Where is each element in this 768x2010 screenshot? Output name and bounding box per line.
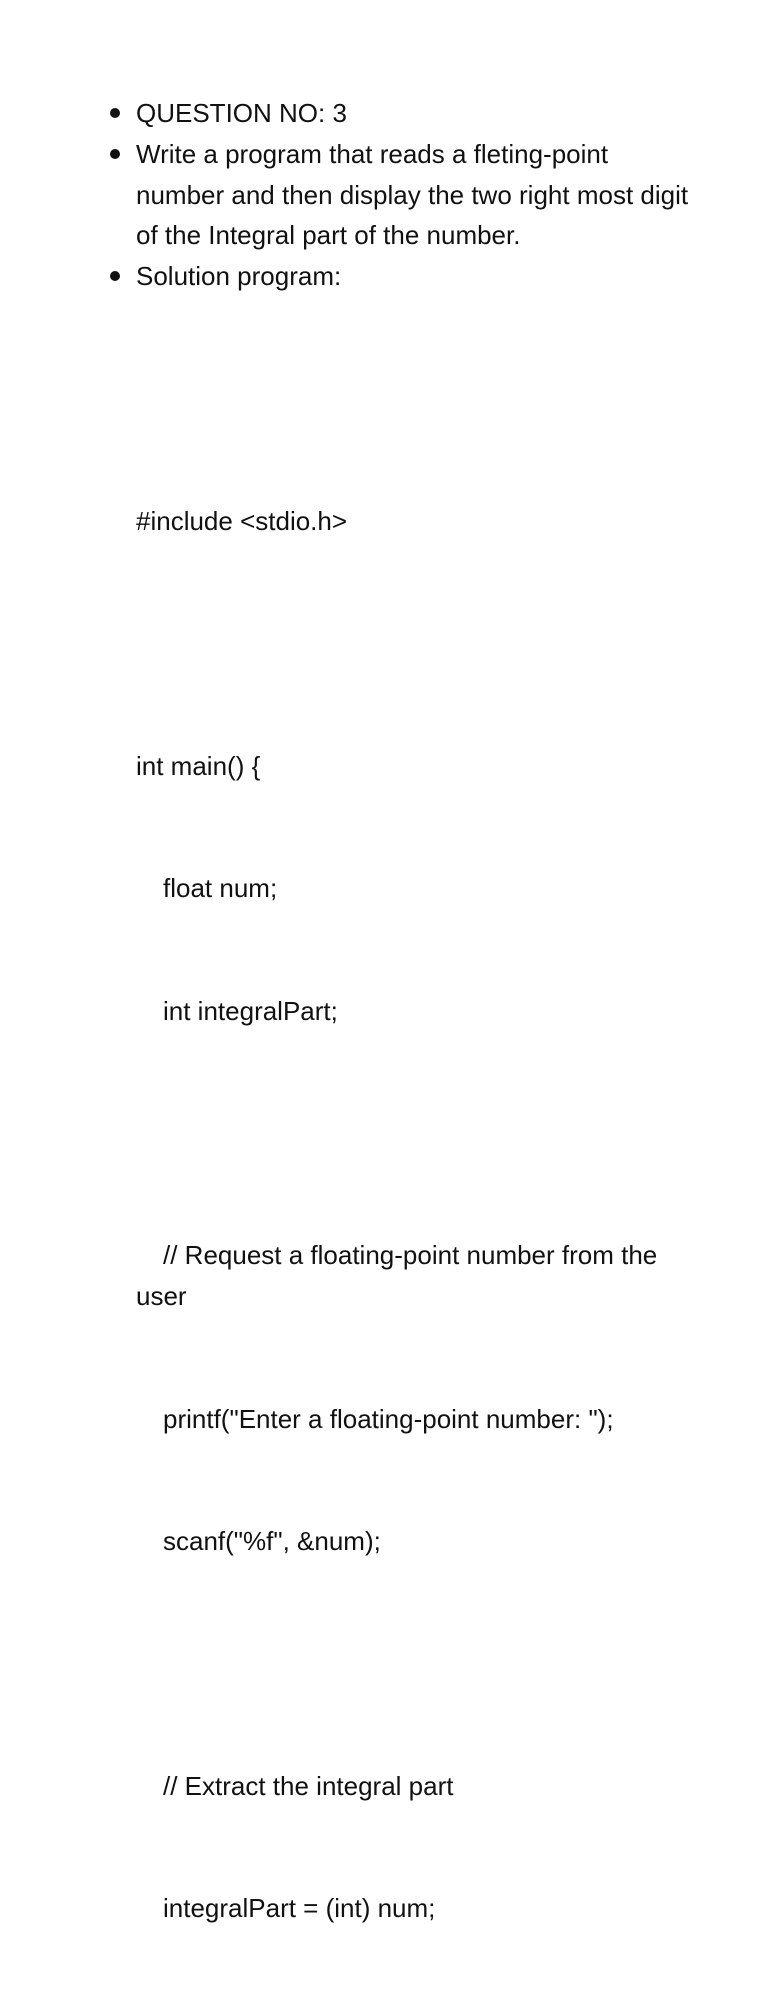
code-comment-extract-line: // Extract the integral part [163, 1770, 454, 1801]
solution-heading-text: Solution program: [136, 261, 342, 292]
bullet-question-number [110, 93, 690, 134]
code-comment-request-text: // Request a floating-point number from the user [136, 1240, 665, 1312]
question-text: Write a program that reads a fleting-point number and then display the two right most digit of the Integral part of the number. [136, 138, 689, 251]
code-blank-line [136, 1113, 690, 1154]
code-scanf-line: scanf("%f", &num); [163, 1525, 381, 1556]
bullet-solution-heading [110, 256, 690, 297]
bullet-dot-icon [110, 149, 120, 159]
question-number-text: QUESTION NO: 3 [136, 98, 347, 128]
code-printf-line: printf("Enter a floating-point number: "); [163, 1403, 614, 1434]
code-blank-line [136, 623, 690, 664]
bullet-dot-icon [110, 271, 120, 281]
code-blank-line [136, 379, 690, 420]
bullet-question-text [110, 134, 690, 256]
code-blank-line [136, 1643, 690, 1684]
bullet-list [110, 93, 690, 297]
code-comment-request-line [136, 1235, 690, 1317]
code-assign-integral-line: integralPart = (int) num; [163, 1893, 436, 1924]
code-float-decl-line: float num; [163, 873, 278, 904]
code-include-line: #include <stdio.h> [136, 505, 348, 536]
slide-content [110, 93, 690, 2010]
code-main-open-line: int main() { [136, 750, 261, 781]
bullet-dot-icon [110, 108, 120, 118]
code-int-decl-line: int integralPart; [163, 995, 338, 1026]
solution-code-block [110, 297, 690, 2010]
